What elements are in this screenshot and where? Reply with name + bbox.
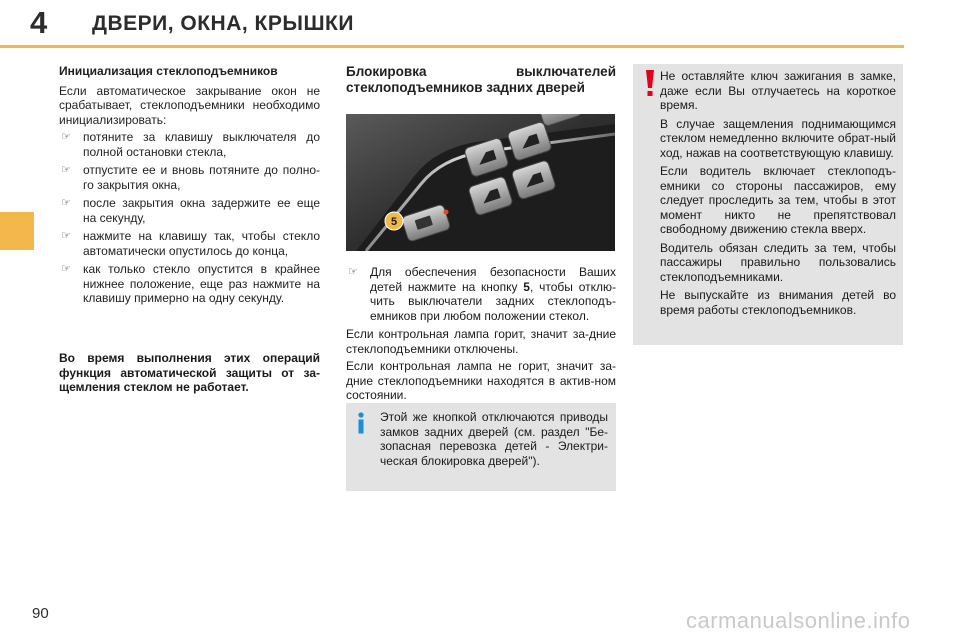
page-header — [0, 0, 904, 48]
lamp-on-paragraph: Если контрольная лампа горит, значит за-дние стеклоподъемники отключены. — [346, 327, 616, 356]
bullet-pointer-icon: ☞ — [61, 263, 71, 275]
chapter-title: ДВЕРИ, ОКНА, КРЫШКИ — [92, 12, 354, 35]
lamp-off-paragraph: Если контрольная лампа не горит, значит за-дние стеклоподъемники находятся в актив-ном состоянии. — [346, 359, 616, 402]
list-item: ☞ потяните за клавишу выключателя до полной остановки стекла, — [61, 130, 320, 159]
page-number: 90 — [32, 605, 49, 622]
info-icon — [355, 412, 367, 434]
bullet-pointer-icon: ☞ — [61, 230, 71, 242]
bullet-pointer-icon: ☞ — [61, 164, 71, 176]
warning-paragraph: Не оставляйте ключ зажигания в замке, даже если Вы отлучаетесь на короткое время. — [660, 69, 896, 112]
info-box — [346, 403, 616, 491]
rear-lock-heading: Блокировка выключателей стеклоподъемников задних дверей — [346, 64, 616, 95]
bullet-pointer-icon: ☞ — [348, 266, 358, 278]
photo-callout-label: 5 — [390, 216, 398, 228]
bullet-pointer-icon: ☞ — [61, 197, 71, 209]
warning-paragraph: Если водитель включает стеклоподъ-емники со стороны пассажиров, ему следует проследить за тем, чтобы в этот момент никто не препятствовал свободному движению стекла вверх. — [660, 164, 896, 236]
bullet-pointer-icon: ☞ — [61, 131, 71, 143]
init-intro: Если автоматическое закрывание окон не срабатывает, стеклоподъемники необходимо инициализировать: — [59, 83, 320, 127]
list-item: ☞ отпустите ее и вновь потяните до полно-го закрытия окна, — [61, 163, 320, 192]
window-switch-photo — [346, 114, 615, 251]
list-item: ☞ Для обеспечения безопасности Ваших детей нажмите на кнопку 5, чтобы отклю-чить выключатели задних стеклоподъ-емников при любом положении стекол. — [348, 265, 617, 323]
warning-paragraph: В случае защемления поднимающимся стеклом немедленно включите обрат-ный ход, нажав на соответствующую клавишу. — [660, 116, 896, 160]
init-bold-warning: Во время выполнения этих операций функция автоматической защиты от за-щемления стеклом не работает. — [59, 351, 320, 394]
chapter-side-tab — [0, 212, 34, 250]
init-section — [59, 64, 320, 310]
warning-text — [660, 69, 896, 321]
switch-panel-illustration — [346, 114, 615, 251]
button-ref-number: 5 — [523, 279, 530, 294]
chapter-number: 4 — [30, 5, 48, 40]
init-heading: Инициализация стеклоподъемников — [59, 64, 278, 78]
init-steps — [59, 130, 320, 306]
rear-lock-steps — [346, 265, 616, 323]
watermark: carmanualsonline.info — [686, 608, 911, 633]
list-item: ☞ как только стекло опустится в крайнее нижнее положение, еще раз нажмите на клавишу примерно на одну секунду. — [61, 262, 320, 305]
warning-paragraph: Водитель обязан следить за тем, чтобы пассажиры правильно пользовались стеклоподъемниками. — [660, 240, 896, 284]
warning-paragraph: Не выпускайте из внимания детей во время работы стеклоподъемников. — [660, 288, 896, 317]
warning-box — [633, 64, 903, 345]
exclamation-icon — [643, 69, 657, 97]
rear-lock-body — [346, 262, 616, 406]
list-item: ☞ нажмите на клавишу так, чтобы стекло автоматически опустилось до конца, — [61, 229, 320, 258]
list-item: ☞ после закрытия окна задержите ее еще на секунду, — [61, 196, 320, 225]
info-text: Этой же кнопкой отключаются приводы замков задних дверей (см. раздел "Бе-зопасная перевозка детей - Электри-ческая блокировка дверей"). — [380, 410, 608, 468]
rear-lock-heading-block — [346, 64, 616, 96]
